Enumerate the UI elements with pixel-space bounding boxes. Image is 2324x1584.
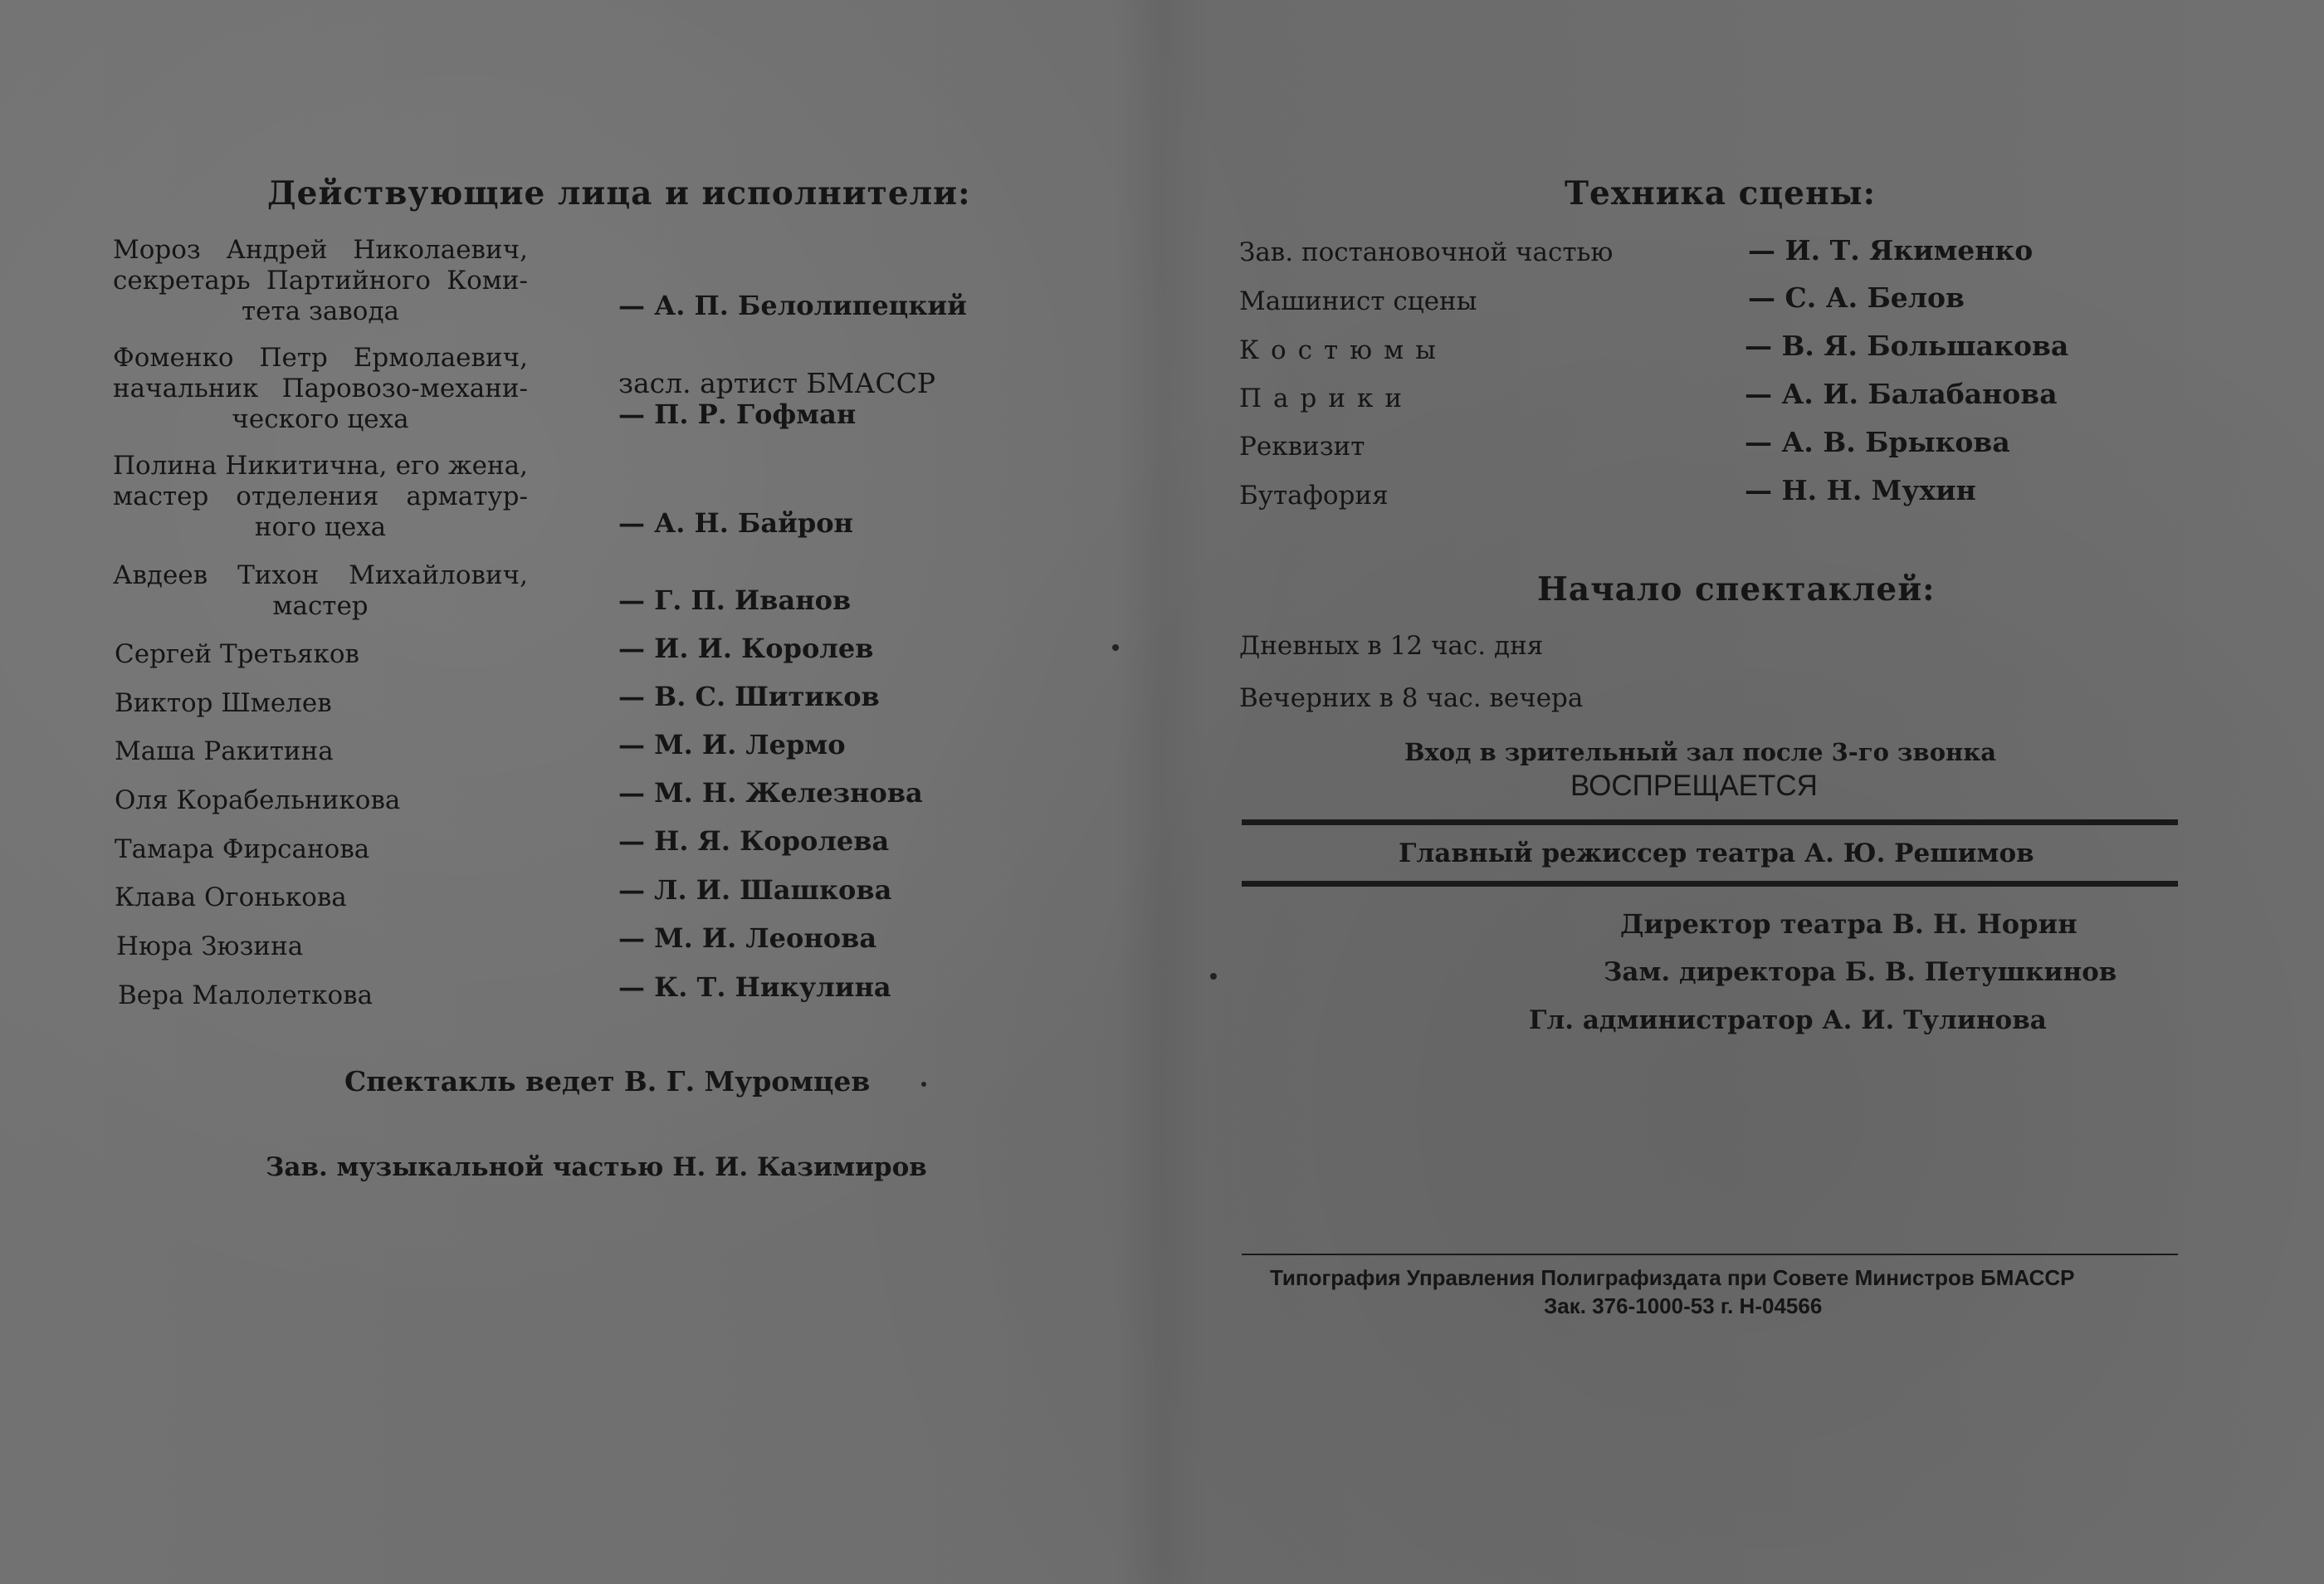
role-description: Фоменко Петр Ермолаевич, начальник Паровозо-механи- ческого цеха [113,343,528,434]
administrator-credit: Гл. администратор А. И. Тулинова [1529,1005,2047,1035]
director-credit: Директор театра В. Н. Норин [1620,908,2077,940]
ink-speck [1210,973,1217,980]
actor-name: — М. И. Леонова [618,922,877,954]
ink-speck [1112,644,1119,651]
actor-name: — М. И. Лермо [618,729,846,760]
actor-name: — М. Н. Железнова [618,777,923,809]
role-name: Вера Малолеткова [118,980,374,1010]
evening-show-time: Вечерних в 8 час. вечера [1239,683,1584,713]
role-name: Виктор Шмелев [115,688,332,718]
divider-top [1242,819,2178,825]
entry-notice: Вход в зрительный зал после 3-го звонка [1404,738,1997,766]
tech-role: Костюмы [1239,335,1448,365]
divider-bottom [1242,881,2178,887]
role-name: Нюра Зюзина [116,931,304,961]
actor-name: — Л. И. Шашкова [618,874,892,906]
role-name: Сергей Третьяков [115,639,359,669]
actor-name: — И. И. Королев [618,633,874,664]
role-description: Авдеев Тихон Михайлович, мастер [113,560,528,621]
actor-name: — К. Т. Никулина [618,971,891,1003]
actor-name: — А. Н. Байрон [618,507,853,539]
role-description: Мороз Андрей Николаевич, секретарь Партийного Коми- тета завода [113,235,528,326]
ink-speck [921,1082,926,1087]
schedule-heading: Начало спектаклей: [1537,570,1936,609]
tech-heading: Техника сцены: [1565,174,1876,213]
tech-person: — А. И. Балабанова [1745,378,2058,410]
tech-person: — И. Т. Якименко [1748,234,2034,266]
role-name: Клава Огонькова [115,882,347,912]
role-name: Оля Корабельникова [115,785,401,815]
tech-role: Парики [1239,384,1414,413]
deputy-director-credit: Зам. директора Б. В. Петушкинов [1604,957,2117,987]
entry-forbidden: ВОСПРЕЩАЕТСЯ [1570,770,1818,802]
role-name: Тамара Фирсанова [115,834,370,864]
actor-name: — А. П. Белолипецкий [618,290,967,321]
actor-name: — Н. Я. Королева [618,825,890,857]
stage-manager-credit: Спектакль ведет В. Г. Муромцев [344,1065,871,1098]
tech-person: — С. А. Белов [1748,281,1965,314]
role-name: Маша Ракитина [115,736,334,766]
tech-person: — А. В. Брыкова [1745,426,2010,458]
music-head-credit: Зав. музыкальной частью Н. И. Казимиров [266,1152,927,1182]
actor-name: — П. Р. Гофман [618,398,857,430]
imprint-rule [1242,1254,2178,1255]
actor-name: — В. С. Шитиков [618,681,880,712]
chief-director-credit: Главный режиссер театра А. Ю. Решимов [1399,838,2034,868]
tech-person: — В. Я. Большакова [1745,330,2069,362]
tech-role: Реквизит [1239,432,1365,462]
tech-role: Машинист сцены [1239,286,1477,316]
role-description: Полина Никитична, его жена, мастер отделения арматур- ного цеха [113,451,528,542]
day-show-time: Дневных в 12 час. дня [1239,631,1544,661]
order-number: Зак. 376-1000-53 г. Н-04566 [1544,1293,1823,1318]
cast-heading: Действующие лица и исполнители: [267,174,971,213]
tech-person: — Н. Н. Мухин [1745,474,1976,506]
printer-imprint: Типография Управления Полиграфиздата при Совете Министров БМАССР [1270,1265,2075,1290]
actor-title-note: засл. артист БМАССР [618,367,936,399]
tech-role: Зав. постановочной частью [1239,237,1614,267]
tech-role: Бутафория [1239,481,1389,511]
actor-name: — Г. П. Иванов [618,584,852,616]
